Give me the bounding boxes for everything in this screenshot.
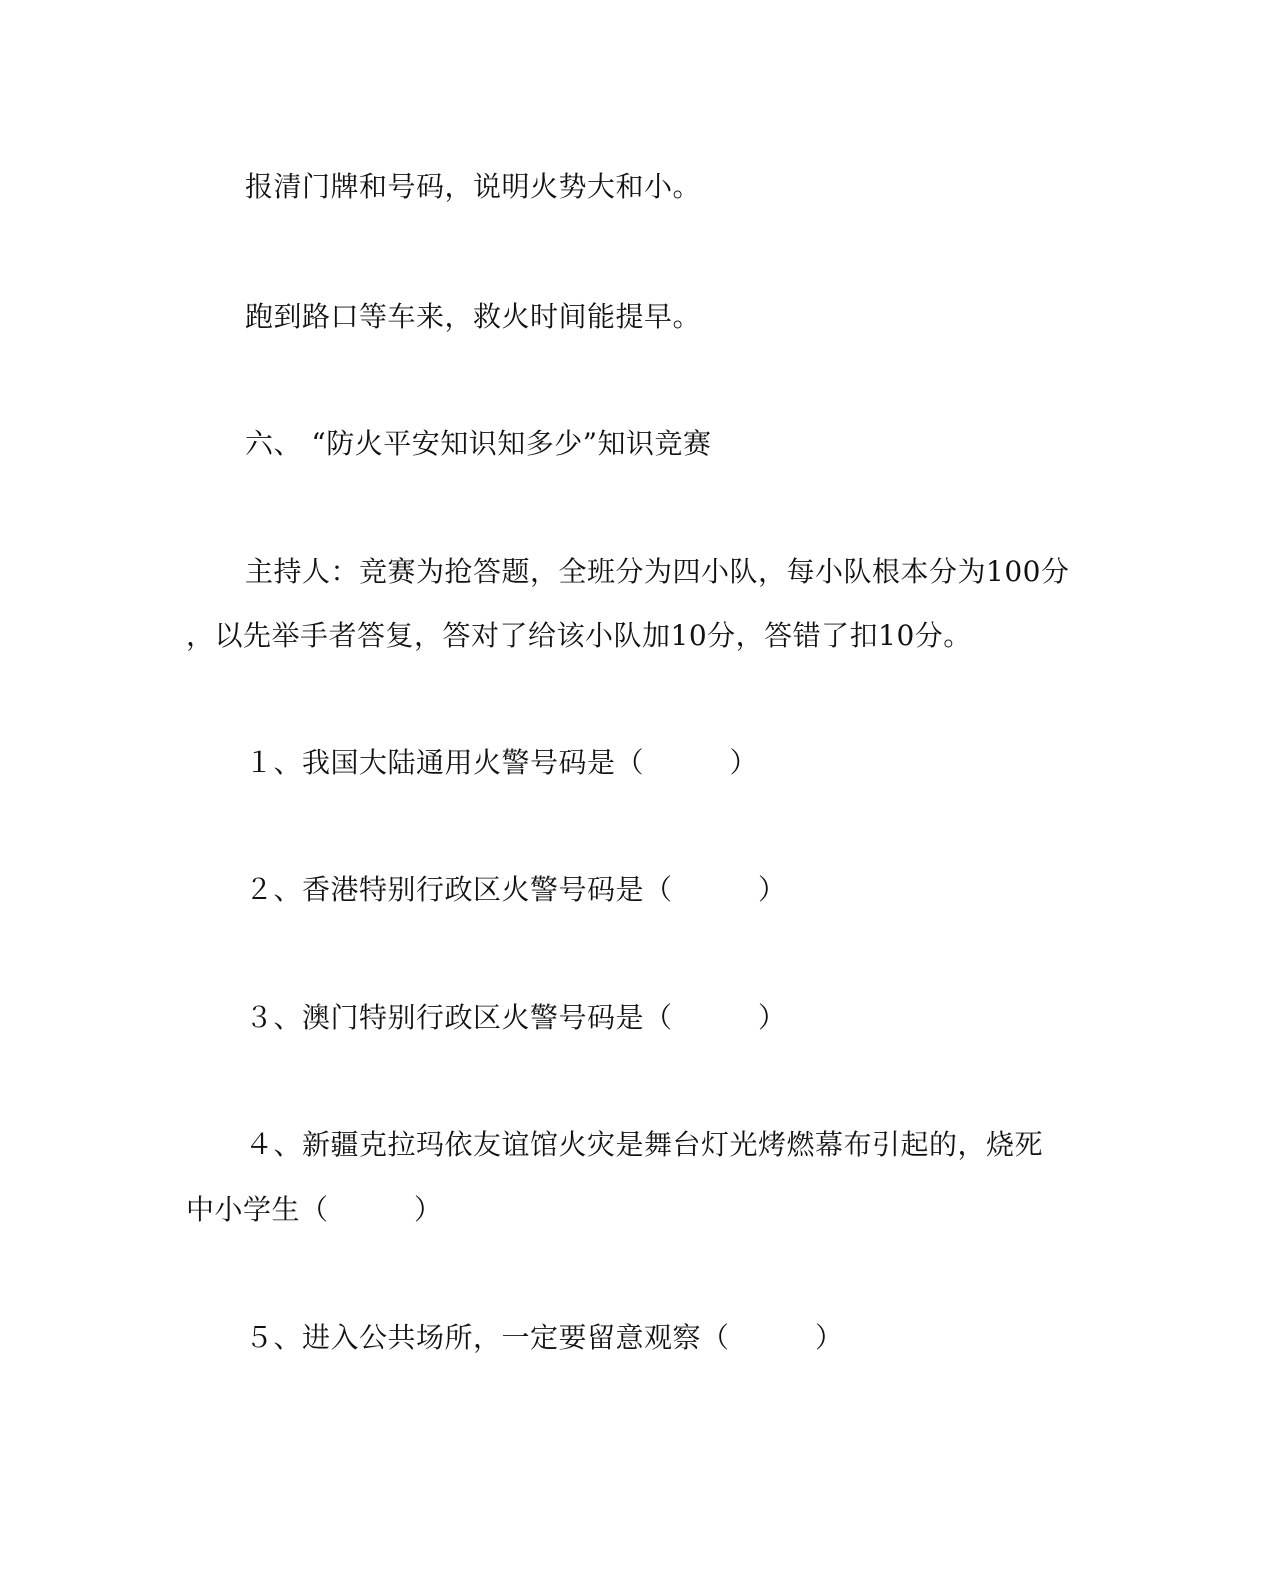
question-line: １、我国大陆通用火警号码是（ ） — [245, 746, 759, 779]
paragraph-line: 跑到路口等车来，救火时间能提早。 — [245, 300, 702, 333]
paragraph-line: ，以先举手者答复，答对了给该小队加10分，答错了扣10分。 — [186, 619, 972, 652]
section-heading: 六、 “防火平安知识知多少”知识竞赛 — [245, 427, 712, 460]
question-line: 中小学生（ ） — [186, 1193, 443, 1226]
paragraph-line: 主持人：竞赛为抢答题，全班分为四小队，每小队根本分为100分 — [245, 555, 1070, 588]
question-line: ３、澳门特别行政区火警号码是（ ） — [245, 1001, 787, 1034]
question-line: ２、香港特别行政区火警号码是（ ） — [245, 873, 787, 906]
question-line: ５、进入公共场所，一定要留意观察（ ） — [245, 1321, 844, 1354]
paragraph-line: 报清门牌和号码，说明火势大和小。 — [245, 170, 702, 203]
question-line: ４、新疆克拉玛依友谊馆火灾是舞台灯光烤燃幕布引起的，烧死 — [245, 1128, 1044, 1161]
